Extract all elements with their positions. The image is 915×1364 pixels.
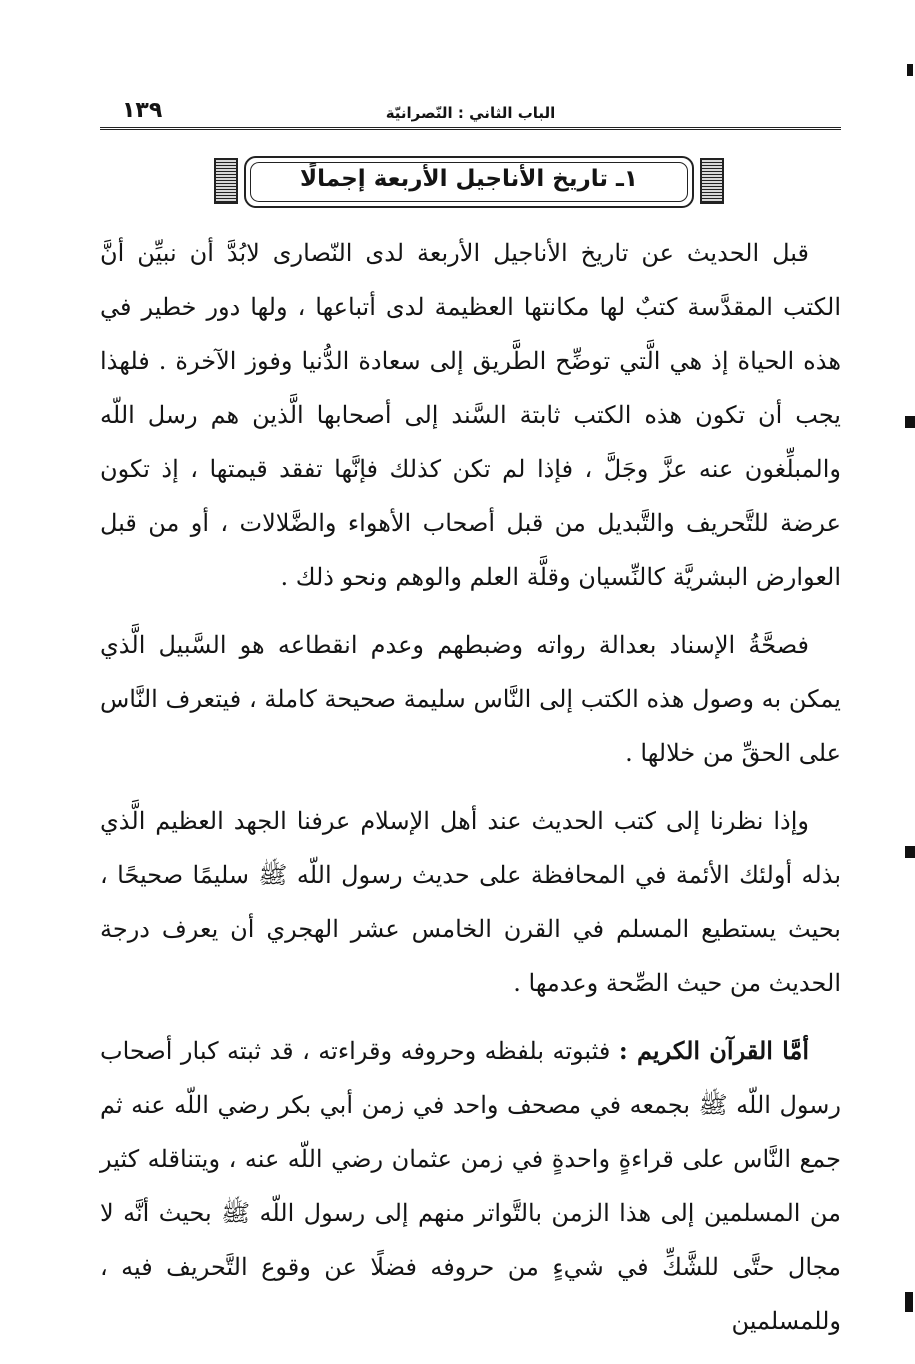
scan-edge-mark: [905, 416, 915, 428]
paragraph-gospels-intro: قبل الحديث عن تاريخ الأناجيل الأربعة لدى النّصارى لابُدَّ أن نبيِّن أنَّ الكتب المقدَّسة كتبٌ لها مكانتها العظيمة لدى أتباعها ، ولها دور خطير في هذه الحياة إذ هي الَّتي توضِّح الطَّريق إلى سعادة الدُّنيا وفوز الآخرة . فلهذا يجب أن تكون هذه الكتب ثابتة السَّند إلى أصحابها الَّذين هم رسل اللّه والمبلِّغون عنه عزَّ وجَلَّ ، فإذا لم تكن كذلك فإنَّها تفقد قيمتها ، إذ تكون عرضة للتَّحريف والتَّبديل من قبل أصحاب الأهواء والضَّلالات ، أو من قبل العوارض البشريَّة كالنِّسيان وقلَّة العلم والوهم ونحو ذلك .: [100, 239, 841, 591]
paragraph-lead-heading: أمَّا القرآن الكريم :: [618, 1036, 809, 1065]
paragraph-quran-text: فثبوته بلفظه وحروفه وقراءته ، قد ثبته كبار أصحاب رسول اللّه ﷺ بجمعه في مصحف واحد في زمن أبي بكر رضي اللّه عنه ثم جمع النَّاس على قراءةٍ واحدةٍ في زمن عثمان رضي اللّه عنه ، ويتناقله كثير من المسلمين إلى هذا الزمن بالتَّواتر منهم إلى رسول اللّه ﷺ بحيث أنَّه لا مجال حتَّى للشَّكِّ في شيءٍ من حروفه فضلًا عن وقوع التَّحريف فيه ، وللمسلمين: [100, 1037, 841, 1335]
paragraph-quran: [100, 1024, 841, 1348]
running-head: [100, 96, 841, 130]
paragraph-hadith: وإذا نظرنا إلى كتب الحديث عند أهل الإسلام عرفنا الجهد العظيم الَّذي بذله أولئك الأئمة في المحافظة على حديث رسول اللّه ﷺ سليمًا صحيحًا ، بحيث يستطيع المسلم في القرن الخامس عشر الهجري أن يعرف درجة الحديث من حيث الصِّحة وعدمها .: [100, 807, 841, 997]
body-text: [100, 226, 841, 1362]
paragraph-isnad: فصحَّةُ الإسناد بعدالة رواته وضبطهم وعدم انقطاعه هو السَّبيل الَّذي يمكن به وصول هذه الكتب إلى النَّاس سليمة صحيحة كاملة ، فيتعرف النَّاس على الحقِّ من خلالها .: [100, 631, 841, 767]
scan-edge-mark: [905, 846, 915, 858]
section-heading-banner: [214, 156, 724, 208]
page-number: ١٣٩: [122, 98, 163, 123]
section-heading: ١ـ تاريخ الأناجيل الأربعة إجمالًا: [300, 166, 638, 192]
scan-edge-mark: [905, 1292, 913, 1312]
header-rule: [100, 127, 841, 130]
scan-edge-mark: [907, 64, 913, 76]
running-head-title: الباب الثاني : النّصرانيّة: [385, 104, 556, 122]
